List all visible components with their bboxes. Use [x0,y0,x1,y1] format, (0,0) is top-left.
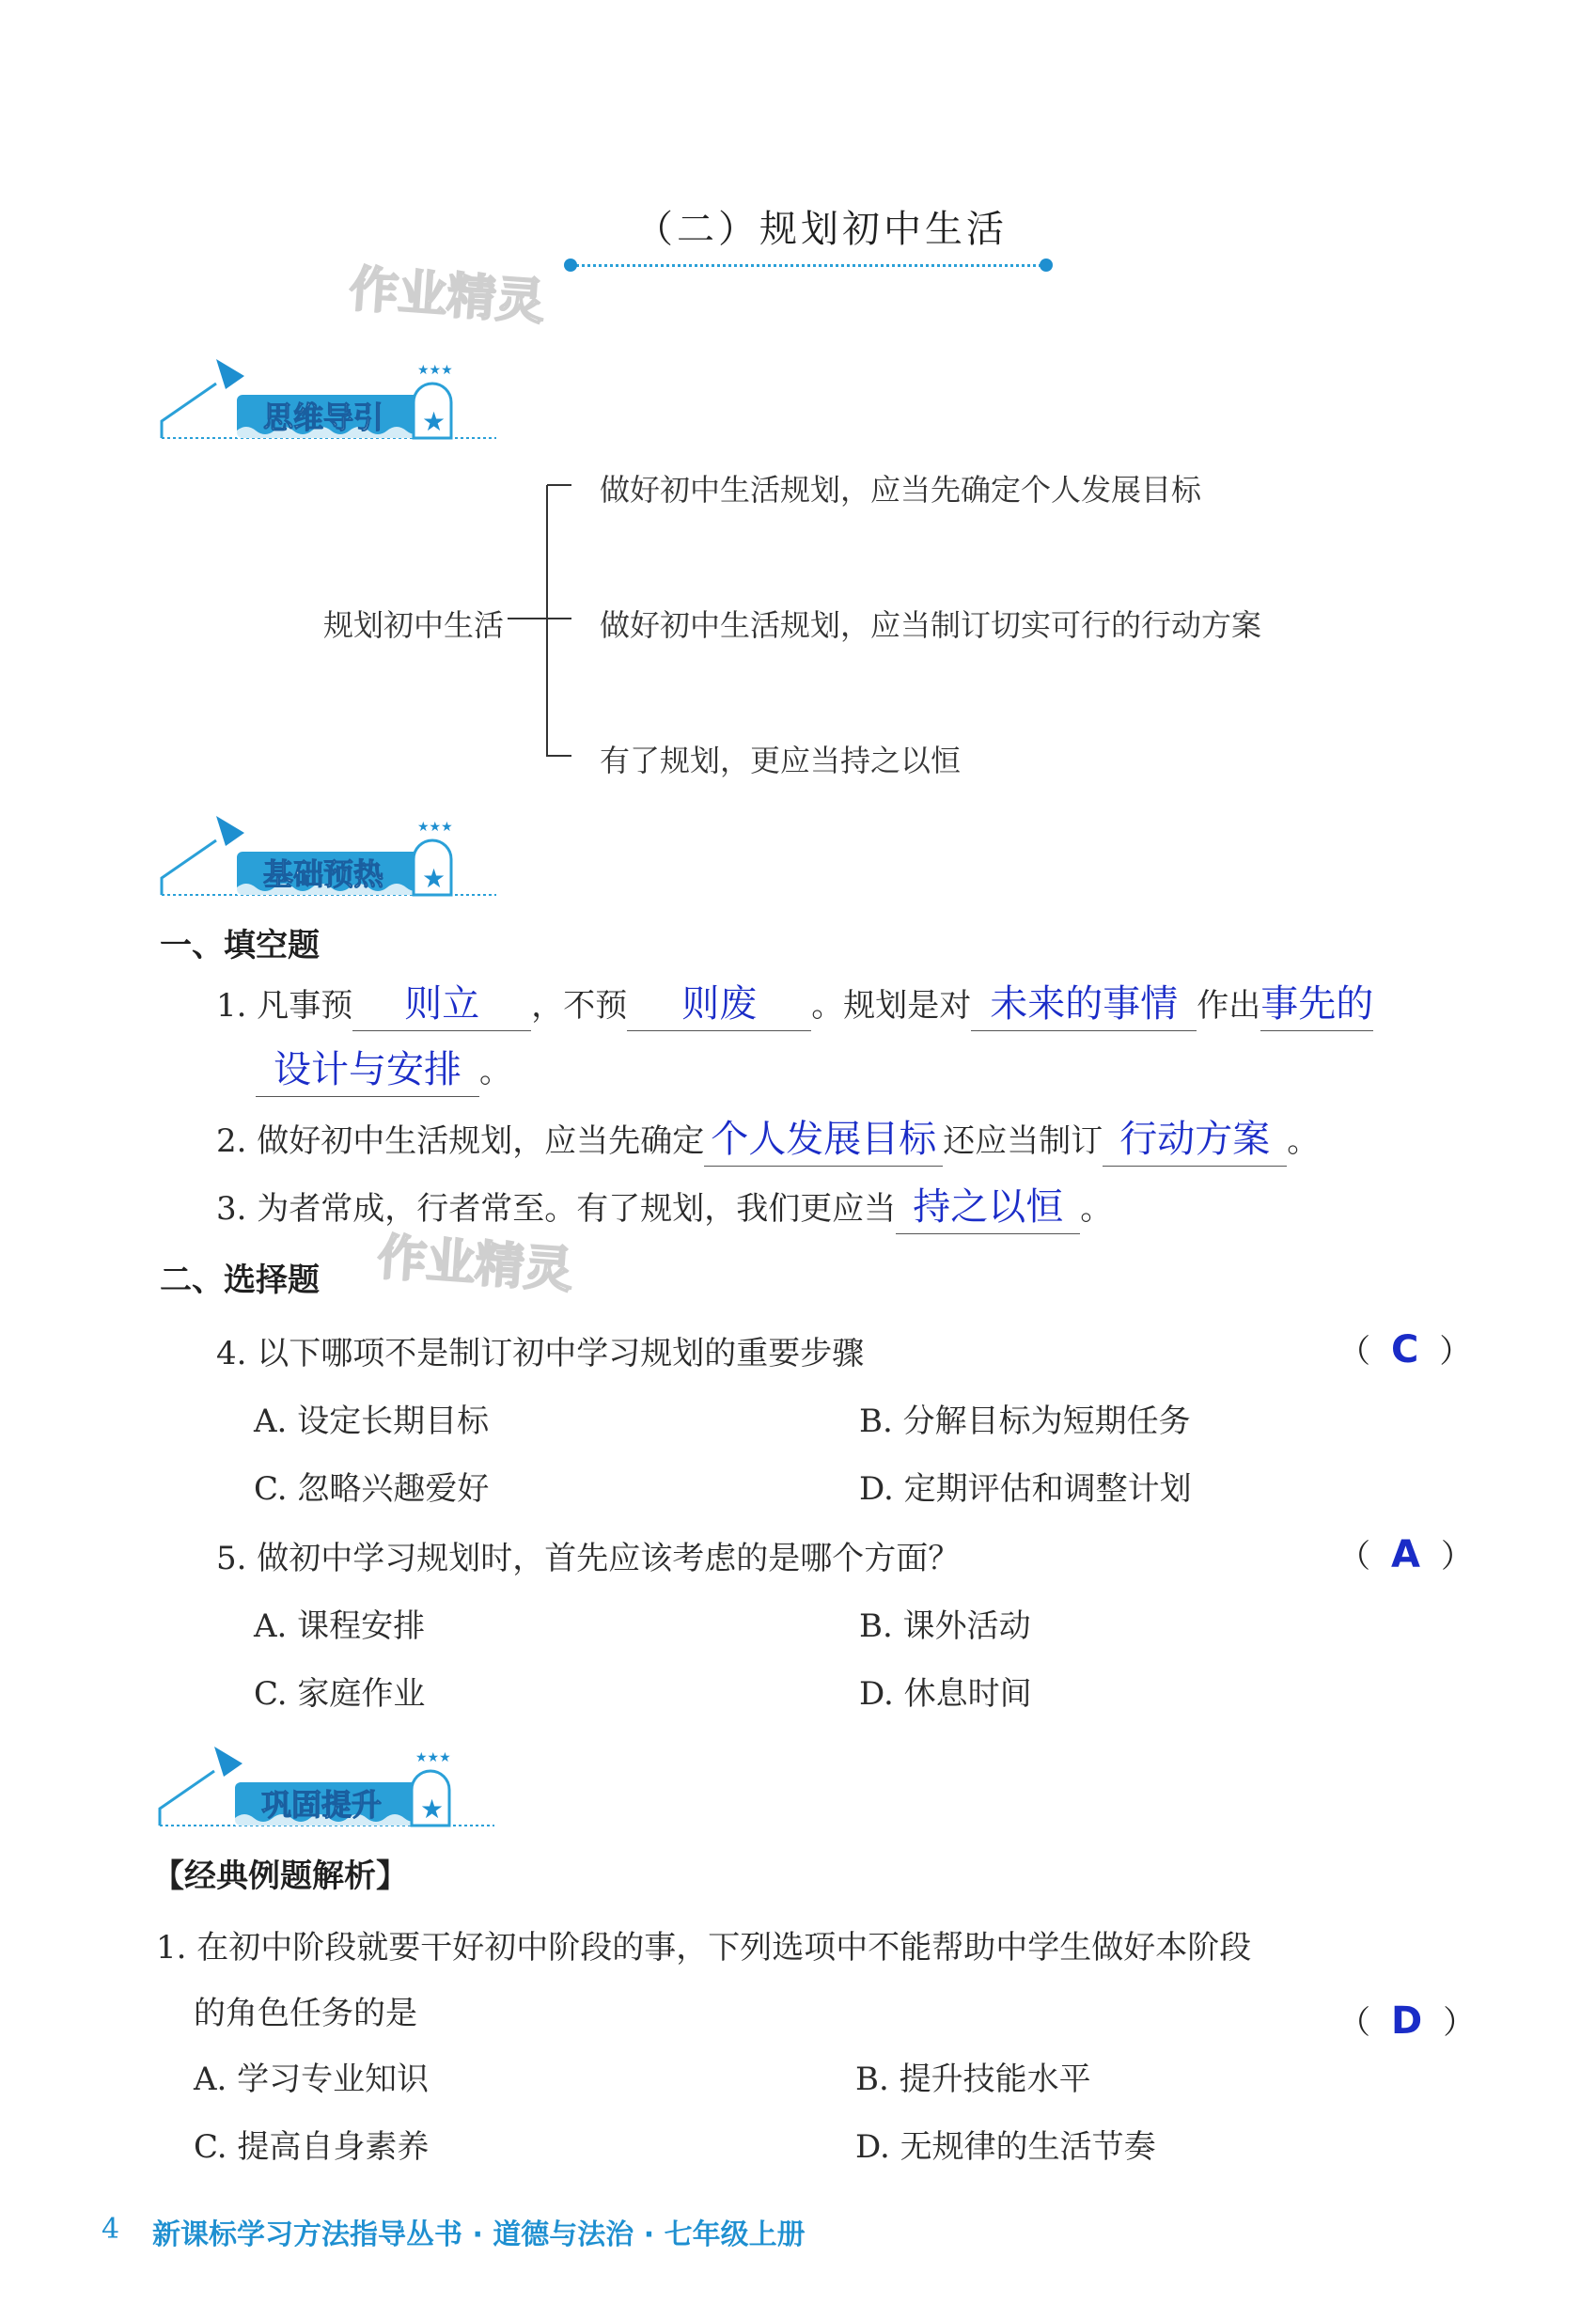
mindmap-branch: 有了规划，更应当持之以恒 [600,743,962,778]
answer-blank: 未来的事情 [971,978,1197,1031]
star-icon: ★ [422,863,446,894]
mindmap-bracket [508,470,602,771]
answer-choice: A [1391,1533,1420,1576]
option-b: B. 分解目标为短期任务 [859,1403,1191,1440]
option-d: D. 定期评估和调整计划 [859,1470,1192,1508]
watermark: 作业精灵 [375,1229,575,1300]
divider-dot-left [564,259,577,272]
option-c: C. 提高自身素养 [194,2128,430,2166]
answer-blank: 事先的 [1260,978,1373,1031]
option-a: A. 设定长期目标 [254,1403,490,1440]
answer-blank: 则立 [352,978,531,1031]
mindmap-root: 规划初中生活 [323,607,505,643]
page-title: （二）规划初中生活 [635,208,1008,251]
option-a: A. 学习专业知识 [194,2061,430,2098]
divider-dot-right [1040,259,1053,272]
fill-question-1-cont: 设计与安排 。 [256,1043,511,1097]
option-d: D. 无规律的生活节奏 [855,2128,1156,2166]
answer-choice: D [1391,1999,1423,2043]
example-question-1: 1. 在初中阶段就要干好初中阶段的事，下列选项中不能帮助中学生做好本阶段 [156,1929,1252,1967]
star-icon: ★★★ [417,363,453,378]
megaphone-icon [216,816,244,846]
answer-blank: 则废 [627,978,811,1031]
answer-blank: 设计与安排 [256,1043,479,1097]
option-a: A. 课程安排 [254,1607,426,1645]
example-question-1-cont: 的角色任务的是 [194,1995,417,2032]
megaphone-icon [216,359,244,389]
answer-parentheses: （ D ） [1338,1999,1476,2043]
answer-parentheses: （ C ） [1338,1328,1472,1371]
choice-question-5: 5. 做初中学习规划时，首先应该考虑的是哪个方面？ [216,1540,961,1577]
star-icon: ★ [420,1794,445,1825]
mindmap-branch: 做好初中生活规划，应当制订切实可行的行动方案 [600,607,1262,643]
answer-blank: 个人发展目标 [704,1113,943,1167]
section-heading-fill: 一、填空题 [160,927,320,964]
footer-book-title: 新课标学习方法指导丛书 · 道德与法治 · 七年级上册 [152,2218,806,2251]
badge-text: 思维导引 [263,400,384,435]
choice-question-4: 4. 以下哪项不是制订初中学习规划的重要步骤 [216,1335,865,1372]
answer-parentheses: （ A ） [1338,1533,1473,1576]
star-icon: ★ [422,406,446,437]
fill-question-2: 2. 做好初中生活规划，应当先确定 个人发展目标 还应当制订 行动方案 。 [216,1113,1319,1167]
star-icon: ★★★ [415,1750,451,1765]
star-icon: ★★★ [417,820,453,835]
option-b: B. 提升技能水平 [855,2061,1091,2098]
title-divider [570,264,1047,267]
option-c: C. 忽略兴趣爱好 [254,1470,490,1508]
section-badge-consolidate [156,1728,494,1831]
answer-blank: 行动方案 [1103,1113,1287,1167]
badge-text: 基础预热 [263,856,384,892]
answer-choice: C [1391,1328,1419,1371]
option-b: B. 课外活动 [859,1607,1031,1645]
option-d: D. 休息时间 [859,1675,1032,1713]
page-number: 4 [102,2213,120,2246]
mindmap-branch: 做好初中生活规划，应当先确定个人发展目标 [600,472,1202,508]
watermark: 作业精灵 [347,260,547,332]
option-c: C. 家庭作业 [254,1675,426,1713]
section-heading-examples: 【经典例题解析】 [152,1857,408,1895]
megaphone-icon [214,1747,243,1777]
section-badge-thinking [158,340,496,444]
fill-question-1: 1. 凡事预 则立 ，不预 则废 。规划是对 未来的事情 作出事先的 [216,978,1373,1031]
fill-question-3: 3. 为者常成，行者常至。有了规划，我们更应当 持之以恒 。 [216,1181,1112,1234]
section-badge-warmup [158,797,496,901]
answer-blank: 持之以恒 [896,1181,1080,1234]
badge-text: 巩固提升 [261,1787,383,1823]
section-heading-choice: 二、选择题 [160,1262,320,1299]
